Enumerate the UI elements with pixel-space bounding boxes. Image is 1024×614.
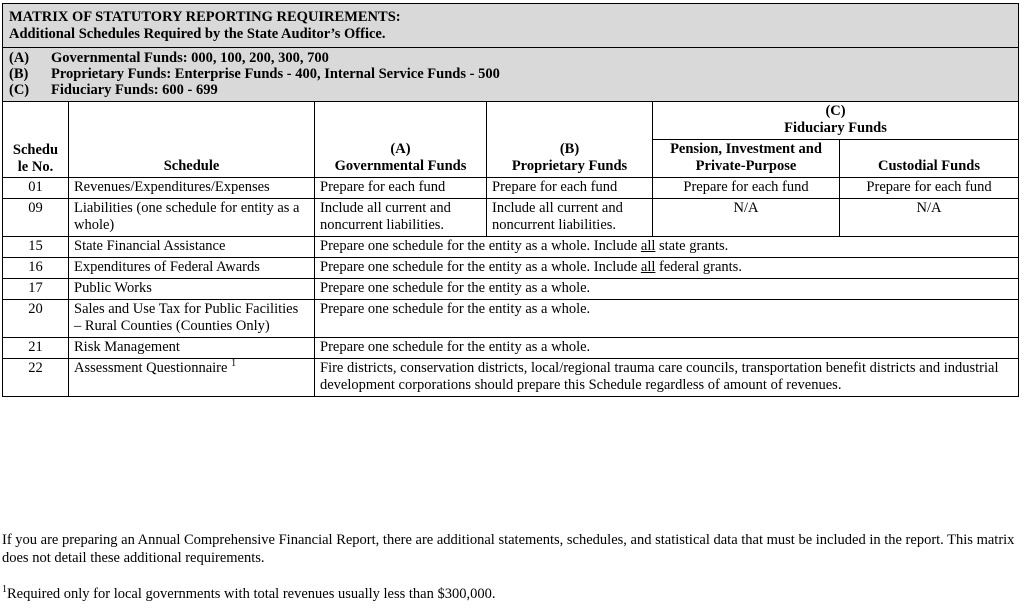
requirements-matrix — [2, 3, 1019, 397]
schedule-number: 17 — [3, 279, 69, 300]
header-governmental — [315, 102, 487, 178]
cell-proprietary: Prepare for each fund — [487, 178, 653, 199]
schedule-number: 01 — [3, 178, 69, 199]
table-row — [3, 338, 1019, 359]
cell-custodial: N/A — [840, 199, 1019, 237]
schedule-number: 16 — [3, 258, 69, 279]
footnote — [2, 585, 1018, 603]
footnote-mark: 1 — [2, 584, 7, 596]
header-proprietary — [487, 102, 653, 178]
cell-pension: N/A — [653, 199, 840, 237]
schedule-name — [69, 359, 315, 397]
header-fiduciary — [653, 102, 1019, 140]
fund-type-c — [9, 82, 1012, 98]
header-c-label: Fiduciary Funds — [784, 120, 887, 136]
requirement-emphasis: all — [640, 238, 656, 254]
schedule-name: Risk Management — [69, 338, 315, 359]
title-line-1: MATRIX OF STATUTORY REPORTING REQUIREMENTS: — [9, 9, 401, 25]
schedule-number: 20 — [3, 300, 69, 338]
header-schedule-no-label: Schedu le No. — [12, 142, 59, 175]
acfr-note: If you are preparing an Annual Comprehensive Financial Report, there are additional statements, schedules, and statistical data that must be included in the report. This matrix does not detail these additional requirements. — [2, 532, 1015, 566]
header-a-label: Governmental Funds — [334, 158, 467, 174]
table-row — [3, 359, 1019, 397]
title-line-2: Additional Schedules Required by the State Auditor’s Office. — [9, 26, 386, 42]
fund-type-key: (A) — [9, 50, 30, 66]
table-row — [3, 199, 1019, 237]
cell-governmental: Include all current and noncurrent liabilities. — [315, 199, 487, 237]
schedule-name: Expenditures of Federal Awards — [69, 258, 315, 279]
schedule-name: State Financial Assistance — [69, 237, 315, 258]
fund-type-key: (B) — [9, 66, 29, 82]
header-schedule-no — [3, 102, 69, 178]
matrix-page — [2, 3, 1018, 397]
schedule-number: 15 — [3, 237, 69, 258]
schedule-number: 21 — [3, 338, 69, 359]
fund-type-key: (C) — [9, 82, 30, 98]
requirement-text: Prepare one schedule for the entity as a whole. Include — [320, 259, 641, 275]
fund-type-a — [9, 50, 1012, 66]
requirement-text: Prepare one schedule for the entity as a whole. Include — [320, 238, 641, 254]
table-row — [3, 300, 1019, 338]
table-row — [3, 237, 1019, 258]
header-pension: Pension, Investment and Private-Purpose — [653, 140, 840, 178]
header-row-1 — [3, 102, 1019, 140]
header-schedule: Schedule — [69, 102, 315, 178]
cell-all-funds — [315, 258, 1019, 279]
schedule-name: Sales and Use Tax for Public Facilities – Rural Counties (Counties Only) — [69, 300, 315, 338]
schedule-number: 22 — [3, 359, 69, 397]
header-c-key: (C) — [825, 103, 846, 119]
header-b-key: (B) — [559, 141, 580, 157]
header-b-label: Proprietary Funds — [511, 158, 628, 174]
schedule-name: Public Works — [69, 279, 315, 300]
cell-governmental: Prepare for each fund — [315, 178, 487, 199]
table-row — [3, 279, 1019, 300]
cell-pension: Prepare for each fund — [653, 178, 840, 199]
cell-all-funds — [315, 237, 1019, 258]
cell-all-funds: Prepare one schedule for the entity as a whole. — [315, 279, 1019, 300]
schedule-number: 09 — [3, 199, 69, 237]
cell-proprietary: Include all current and noncurrent liabilities. — [487, 199, 653, 237]
requirement-text-end: federal grants. — [655, 259, 742, 275]
table-row — [3, 178, 1019, 199]
schedule-name: Revenues/Expenditures/Expenses — [69, 178, 315, 199]
schedule-name: Liabilities (one schedule for entity as a whole) — [69, 199, 315, 237]
matrix-title — [3, 4, 1019, 48]
fund-types-row — [3, 48, 1019, 102]
requirement-emphasis: all — [640, 259, 656, 275]
fund-types — [3, 48, 1019, 102]
title-row — [3, 4, 1019, 48]
fund-type-text: Fiduciary Funds: 600 - 699 — [51, 82, 218, 98]
header-a-key: (A) — [390, 141, 411, 157]
cell-all-funds: Fire districts, conservation districts, local/regional trauma care councils, transportation benefit districts and industrial development corporations should prepare this Schedule regardless of amount of revenues. — [315, 359, 1019, 397]
schedule-name-text: Assessment Questionnaire — [74, 360, 228, 376]
header-custodial: Custodial Funds — [840, 140, 1019, 178]
requirement-text-end: state grants. — [655, 238, 729, 254]
footnote-text: Required only for local governments with total revenues usually less than $300,000. — [7, 586, 496, 602]
cell-custodial: Prepare for each fund — [840, 178, 1019, 199]
footnote-reference: 1 — [231, 358, 237, 370]
cell-all-funds: Prepare one schedule for the entity as a whole. — [315, 300, 1019, 338]
table-row — [3, 258, 1019, 279]
fund-type-text: Proprietary Funds: Enterprise Funds - 400, Internal Service Funds - 500 — [51, 66, 500, 82]
cell-all-funds: Prepare one schedule for the entity as a whole. — [315, 338, 1019, 359]
fund-type-b — [9, 66, 1012, 82]
fund-type-text: Governmental Funds: 000, 100, 200, 300, 700 — [51, 50, 329, 66]
